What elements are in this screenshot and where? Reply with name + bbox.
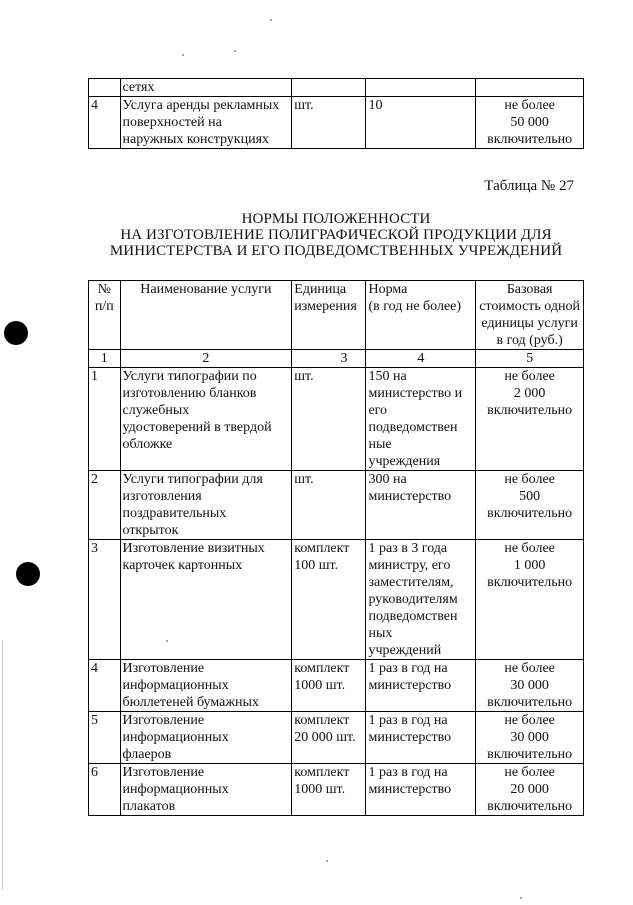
cell-line: 1 раз в год на: [368, 661, 448, 676]
header-line: Единица: [294, 282, 347, 297]
cell-line: поздравительных: [122, 506, 227, 521]
cell-line: 20 000 шт.: [294, 730, 356, 745]
table-row: [89, 660, 584, 712]
cell-line: не более: [504, 713, 555, 728]
cell-num: 4: [89, 660, 121, 712]
cell-norm: [366, 660, 476, 712]
cell-line: 1 раз в год на: [368, 765, 448, 780]
column-number: 3: [292, 350, 366, 368]
cell-line: 50 000: [510, 115, 549, 130]
scan-edge-line: [2, 640, 3, 890]
cell-name: [120, 712, 292, 764]
cell-line: комплект: [294, 541, 350, 556]
cell-unit: [292, 540, 366, 660]
scan-speck: [520, 897, 522, 899]
cell-line: 1 раз в год на: [368, 713, 448, 728]
cell-num: 6: [89, 764, 121, 816]
cell-line: служебных: [122, 403, 190, 418]
cell-name: [120, 471, 292, 540]
heading-line: НОРМЫ ПОЛОЖЕННОСТИ: [241, 211, 431, 227]
cell-line: флаеров: [122, 747, 172, 762]
header-line: единицы услуги: [481, 316, 578, 331]
cell-norm: [366, 79, 476, 97]
cell-norm: [366, 764, 476, 816]
table-heading: [88, 211, 584, 259]
cell-line: Услуга аренды рекламных: [122, 98, 280, 113]
cell-line: министерство: [368, 782, 452, 797]
cell-line: 2 000: [513, 386, 546, 401]
cell-line: министерство: [368, 730, 452, 745]
cell-name: [120, 540, 292, 660]
cell-cost: [476, 79, 584, 97]
cell-num: 5: [89, 712, 121, 764]
scan-speck: [182, 54, 184, 56]
header-line: №: [97, 282, 111, 297]
cell-line: подведомствен: [368, 420, 458, 435]
scan-speck: [234, 50, 236, 52]
cell-cost: [476, 97, 584, 149]
cell-line: его: [368, 403, 388, 418]
cell-line: не более: [504, 369, 555, 384]
column-number-row: [89, 350, 584, 368]
cell-num: 4: [89, 97, 121, 149]
heading-line: МИНИСТЕРСТВА И ЕГО ПОДВЕДОМСТВЕННЫХ УЧРЕЖДЕНИЙ: [109, 243, 563, 259]
cell-cost: [476, 540, 584, 660]
cell-line: 1 раз в 3 года: [368, 541, 448, 556]
cell-line: министру, его: [368, 558, 451, 573]
cell-cost: [476, 368, 584, 471]
scan-speck: [326, 860, 328, 862]
header-line: измерения: [294, 299, 357, 314]
header-line: стоимость одной: [479, 299, 580, 314]
cell-line: руководителям: [368, 592, 458, 607]
cell-line: поверхностей на: [122, 115, 222, 130]
header-row: [89, 281, 584, 350]
cell-line: 20 000: [510, 782, 549, 797]
cell-line: включительно: [487, 799, 573, 814]
cell-num: 1: [89, 368, 121, 471]
cell-line: бюллетеней бумажных: [122, 695, 259, 710]
cell-line: министерство: [368, 489, 452, 504]
cell-line: 1 000: [513, 558, 546, 573]
cell-line: шт.: [294, 369, 314, 384]
cell-line: плакатов: [122, 799, 176, 814]
cell-name: [120, 764, 292, 816]
cell-num: 3: [89, 540, 121, 660]
header-line: Норма: [368, 282, 408, 297]
header-line: Базовая: [506, 282, 553, 297]
cell-norm: [366, 368, 476, 471]
cell-name: сетях: [120, 79, 292, 97]
cell-line: комплект: [294, 713, 350, 728]
cell-line: не более: [504, 541, 555, 556]
cell-norm: 10: [366, 97, 476, 149]
cell-line: Услуги типографии по: [122, 369, 257, 384]
cell-line: ные: [368, 437, 392, 452]
column-number: 1: [89, 350, 121, 368]
cell-line: 1000 шт.: [294, 782, 346, 797]
cell-num: [89, 79, 121, 97]
header-line: в год (руб.): [496, 333, 563, 348]
cell-line: включительно: [487, 132, 573, 147]
header-cost: [476, 281, 584, 350]
cell-line: шт.: [294, 472, 314, 487]
cell-line: открыток: [122, 523, 179, 538]
cell-line: Услуги типографии для: [122, 472, 263, 487]
table-row: [89, 471, 584, 540]
cell-line: министерство: [368, 678, 452, 693]
header-line: (в год не более): [368, 299, 462, 314]
cell-name: [120, 660, 292, 712]
cell-line: 150 на: [368, 369, 407, 384]
header-line: п/п: [94, 299, 114, 314]
cell-line: изготовления: [122, 489, 202, 504]
cell-line: обложке: [122, 437, 173, 452]
cell-line: учреждения: [368, 454, 441, 469]
cell-norm: [366, 540, 476, 660]
cell-norm: [366, 712, 476, 764]
cell-line: 500: [519, 489, 541, 504]
cell-unit: [292, 79, 366, 97]
cell-line: 100 шт.: [294, 558, 339, 573]
cell-line: 300 на: [368, 472, 407, 487]
cell-line: включительно: [487, 575, 573, 590]
cell-unit: [292, 712, 366, 764]
cell-line: включительно: [487, 695, 573, 710]
header-name: [120, 281, 292, 350]
cell-line: карточек картонных: [122, 558, 243, 573]
cell-line: комплект: [294, 661, 350, 676]
cell-line: наружных конструкциях: [122, 132, 270, 147]
previous-table-fragment: [88, 78, 584, 149]
cell-line: заместителям,: [368, 575, 454, 590]
table-row: [89, 764, 584, 816]
cell-line: включительно: [487, 403, 573, 418]
header-num: [89, 281, 121, 350]
punch-hole: [4, 321, 28, 345]
column-number: 4: [366, 350, 476, 368]
header-norm: [366, 281, 476, 350]
cell-line: не более: [504, 98, 555, 113]
table-row: [89, 368, 584, 471]
cell-num: 2: [89, 471, 121, 540]
cell-norm: [366, 471, 476, 540]
norms-table: [88, 280, 584, 816]
scan-speck: [270, 19, 272, 21]
cell-line: учреждений: [368, 643, 442, 658]
cell-name: [120, 368, 292, 471]
header-line: Наименование услуги: [140, 282, 272, 297]
cell-line: не более: [504, 661, 555, 676]
table-number-label: Таблица № 27: [484, 178, 574, 194]
cell-line: Изготовление визитных: [122, 541, 265, 556]
table-row: [89, 712, 584, 764]
cell-line: Изготовление: [122, 765, 205, 780]
cell-line: 30 000: [510, 678, 549, 693]
cell-unit: шт.: [292, 97, 366, 149]
cell-line: удостоверений в твердой: [122, 420, 272, 435]
cell-line: 1000 шт.: [294, 678, 346, 693]
heading-line: НА ИЗГОТОВЛЕНИЕ ПОЛИГРАФИЧЕСКОЙ ПРОДУКЦИИ ДЛЯ: [120, 227, 552, 243]
cell-line: Изготовление: [122, 713, 205, 728]
cell-cost: [476, 471, 584, 540]
cell-unit: [292, 660, 366, 712]
cell-name: [120, 97, 292, 149]
table-row: [89, 540, 584, 660]
cell-line: включительно: [487, 506, 573, 521]
cell-line: информационных: [122, 678, 229, 693]
cell-line: подведомствен: [368, 609, 458, 624]
header-unit: [292, 281, 366, 350]
cell-line: министерство и: [368, 386, 463, 401]
cell-line: Изготовление: [122, 661, 205, 676]
cell-cost: [476, 660, 584, 712]
cell-cost: [476, 712, 584, 764]
cell-line: не более: [504, 765, 555, 780]
cell-line: включительно: [487, 747, 573, 762]
punch-hole: [16, 562, 40, 586]
cell-unit: [292, 471, 366, 540]
column-number: 5: [476, 350, 584, 368]
cell-line: изготовлению бланков: [122, 386, 257, 401]
cell-line: информационных: [122, 782, 229, 797]
cell-line: 30 000: [510, 730, 549, 745]
cell-line: не более: [504, 472, 555, 487]
table-row: [89, 97, 584, 149]
cell-cost: [476, 764, 584, 816]
cell-unit: [292, 764, 366, 816]
cell-line: ных: [368, 626, 393, 641]
table-row: [89, 79, 584, 97]
cell-line: комплект: [294, 765, 350, 780]
column-number: 2: [120, 350, 292, 368]
cell-line: информационных: [122, 730, 229, 745]
cell-unit: [292, 368, 366, 471]
